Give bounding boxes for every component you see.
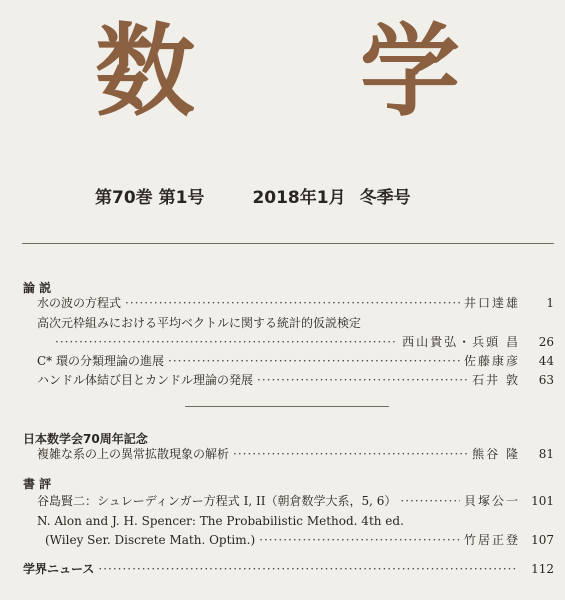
- section-heading-news: 学界ニュース: [23, 562, 95, 576]
- volume: 第70巻: [95, 188, 153, 208]
- toc-entry-author: 竹居正登: [463, 533, 520, 547]
- issue-date: 2018年1月: [252, 188, 346, 208]
- section-heading-reviews: 書 評: [23, 477, 52, 491]
- dot-leader: [257, 371, 468, 389]
- issue-info: [95, 183, 411, 208]
- section-heading-articles: 論 説: [23, 281, 52, 295]
- toc-entry[interactable]: [37, 352, 554, 370]
- toc-entry[interactable]: [55, 333, 554, 351]
- toc-entry-page: 107: [531, 533, 554, 547]
- toc-entry-author: 貝塚公一: [463, 494, 520, 508]
- toc-entry-title: 谷島賢二：シュレーディンガー方程式 I, II（朝倉数学大系，5, 6）: [37, 494, 397, 508]
- toc-entry-news[interactable]: [23, 560, 554, 578]
- toc-entry[interactable]: [37, 371, 554, 389]
- journal-title-char-1: 数: [95, 13, 195, 130]
- dot-leader: [168, 352, 460, 370]
- toc-entry-title[interactable]: N. Alon and J. H. Spencer: The Probabilistic Method. 4th ed.: [37, 514, 404, 528]
- dot-leader: [125, 294, 460, 312]
- toc-entry-page: 101: [531, 494, 554, 508]
- toc-entry[interactable]: [37, 294, 554, 312]
- journal-title-char-2: 学: [360, 13, 460, 130]
- toc-entry-page: 44: [538, 354, 554, 368]
- section-heading-anniversary: 日本数学会70周年記念: [23, 432, 148, 446]
- toc-entry-page: 112: [531, 562, 554, 576]
- toc-entry-author: 井口達雄: [463, 296, 520, 310]
- toc-entry-title: 水の波の方程式: [37, 296, 122, 310]
- journal-title: [0, 13, 565, 130]
- toc-entry[interactable]: [37, 531, 554, 549]
- issue-season: 冬季号: [359, 188, 411, 208]
- toc-entry-page: 26: [538, 335, 554, 349]
- toc-entry-title[interactable]: 高次元枠組みにおける平均ベクトルに関する統計的仮説検定: [37, 316, 362, 330]
- toc-entry[interactable]: [37, 445, 554, 463]
- section-divider: [185, 406, 389, 407]
- toc-entry-author: 佐藤康彦: [463, 354, 520, 368]
- dot-leader: [400, 492, 460, 510]
- toc-entry[interactable]: [37, 492, 554, 510]
- toc-entry-author: 西山貴弘・兵頭 昌: [402, 335, 520, 349]
- toc-entry-title: C* 環の分類理論の進展: [37, 354, 164, 368]
- toc-entry-page: 63: [538, 373, 554, 387]
- dot-leader: [233, 445, 468, 463]
- toc-entry-page: 81: [538, 447, 554, 461]
- toc-entry-title-continued: (Wiley Ser. Discrete Math. Optim.): [45, 533, 256, 547]
- toc-entry-title: 複雑な系の上の異常拡散現象の解析: [37, 447, 230, 461]
- toc-entry-page: 1: [546, 296, 554, 310]
- header-divider: [22, 243, 554, 244]
- dot-leader: [98, 560, 516, 578]
- issue-number: 第1号: [158, 188, 205, 208]
- toc-entry-author: 石井 敦: [472, 373, 520, 387]
- dot-leader: [55, 333, 398, 351]
- volume-number: [95, 188, 204, 208]
- dot-leader: [259, 531, 460, 549]
- toc-entry-title: ハンドル体結び目とカンドル理論の発展: [37, 373, 254, 387]
- toc-entry-author: 熊谷 隆: [472, 447, 520, 461]
